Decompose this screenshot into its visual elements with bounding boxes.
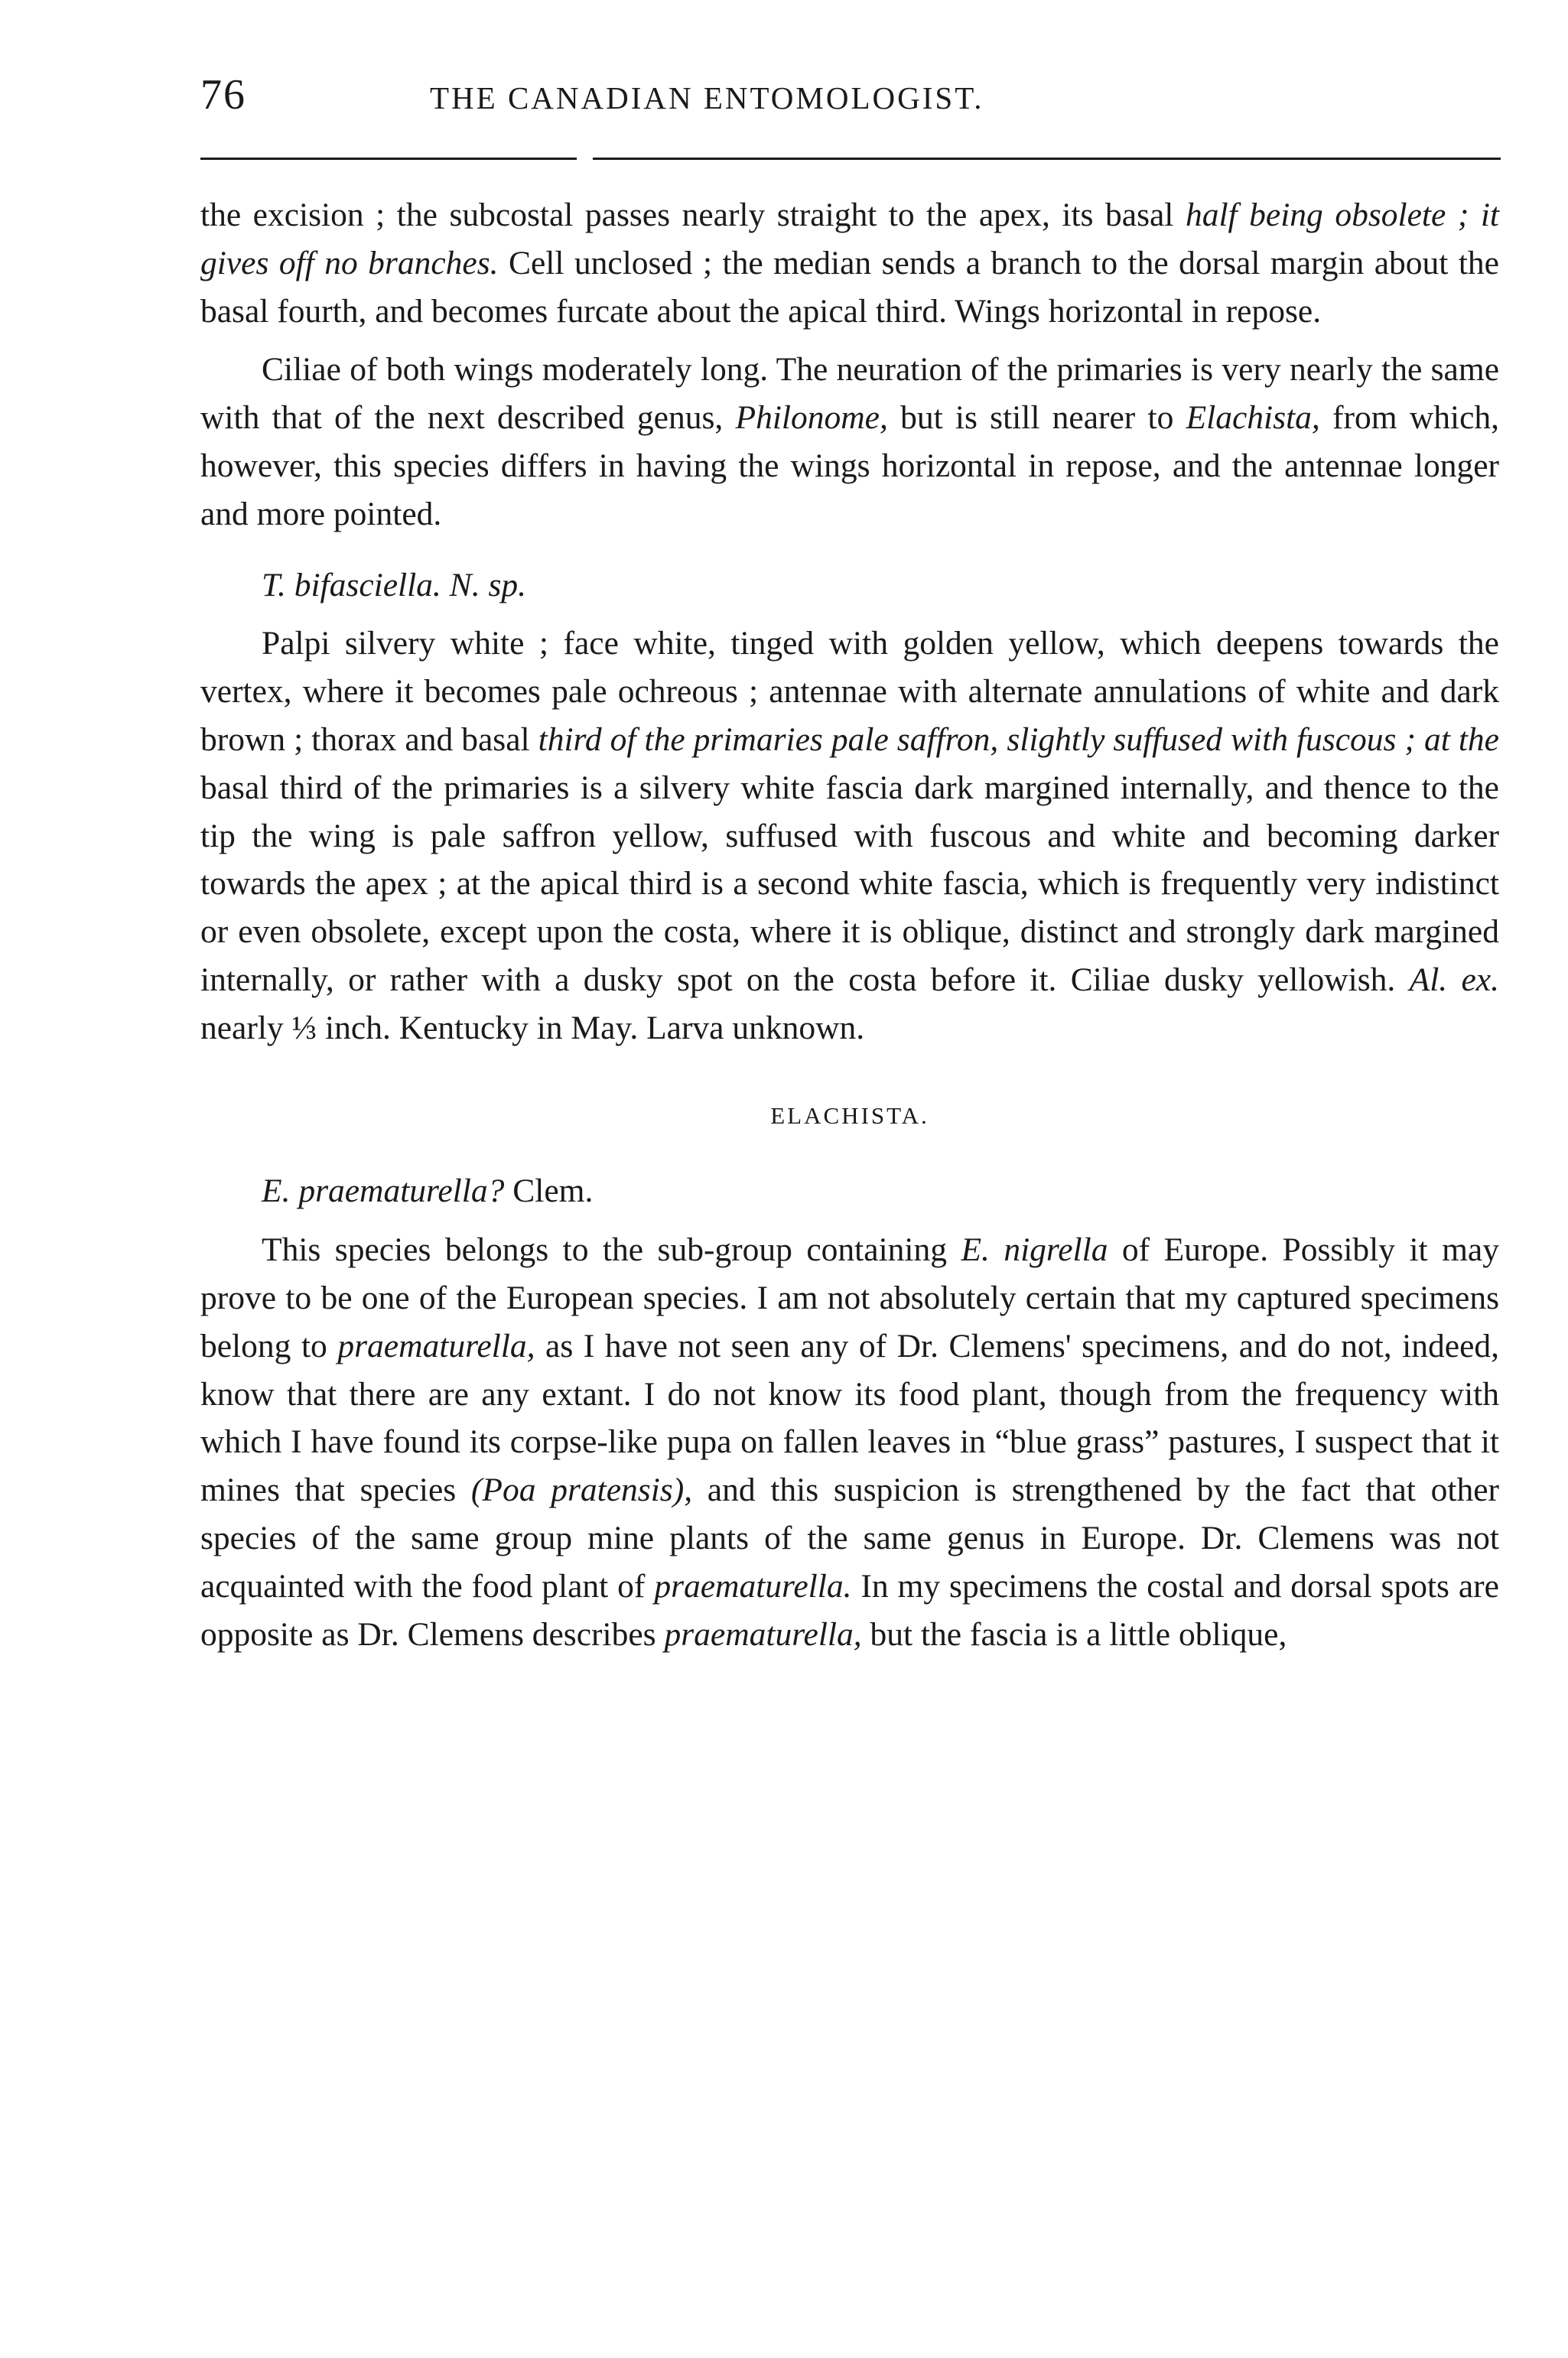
running-head: THE CANADIAN ENTOMOLOGIST. [430,80,984,115]
paragraph-praematurella: This species belongs to the sub-group containing E. nigrella of Europe. Possibly it may prove to be one of the European species. I am not absolutely certain that my captured specimens belong to praematurella, as I have not seen any of Dr. Clemens' specimens, and do not, indeed, know that there are any extant. I do not know its food plant, though from the frequency with which I have found its corpse-like pupa on fallen leaves in “blue grass” pastures, I suspect that it mines that species (Poa pratensis), and this suspicion is strengthened by the fact that other species of the same group mine plants of the same genus in Europe. Dr. Clemens was not acquainted with the food plant of praematurella. In my specimens the costal and dorsal spots are opposite as Dr. Clemens describes praematurella, but the fascia is a little oblique, [200,1231,1499,1653]
header-rule-left [200,158,577,160]
page-number: 76 [200,71,246,119]
section-heading-elachista: ELACHISTA. [770,1101,929,1129]
paragraph-ciliae: Ciliae of both wings moderately long. The neuration of the primaries is very nearly the same with that of the next described genus, Philonome, but is still nearer to Elachista, from which, however, this species differs in having the wings horizontal in repose, and the antennae longer and more pointed. [200,351,1499,532]
paragraph-species-description: Palpi silvery white ; face white, tinged with golden yellow, which deepens towards the vertex, where it becomes pale ochreous ; antennae with alternate annulations of white and dark brown ; thorax and basal third of the primaries pale saffron, slightly suffused with fuscous ; at the basal third of the primaries is a silvery white fascia dark margined internally, and thence to the tip the wing is pale saffron yellow, suffused with fuscous and white and becoming darker towards the apex ; at the apical third is a second white fascia, which is frequently very indistinct or even obsolete, except upon the costa, where it is oblique, distinct and strongly dark margined internally, or rather with a dusky spot on the costa before it. Ciliae dusky yellowish. Al. ex. nearly ⅓ inch. Kentucky in May. Larva unknown. [200,625,1499,1046]
page-header [200,70,1501,132]
genus-species-heading: E. praematurella? Clem. [262,1172,594,1210]
header-rule-right [593,158,1501,160]
species-heading: T. bifasciella. N. sp. [262,566,527,603]
paragraph-neuration-continued: the excision ; the subcostal passes nearly straight to the apex, its basal half being obsolete ; it gives off no branches. Cell unclosed ; the median sends a branch to the dorsal margin about the basal fourth, and becomes furcate about the apical third. Wings horizontal in repose. [200,197,1500,330]
body-text [200,191,1499,1658]
